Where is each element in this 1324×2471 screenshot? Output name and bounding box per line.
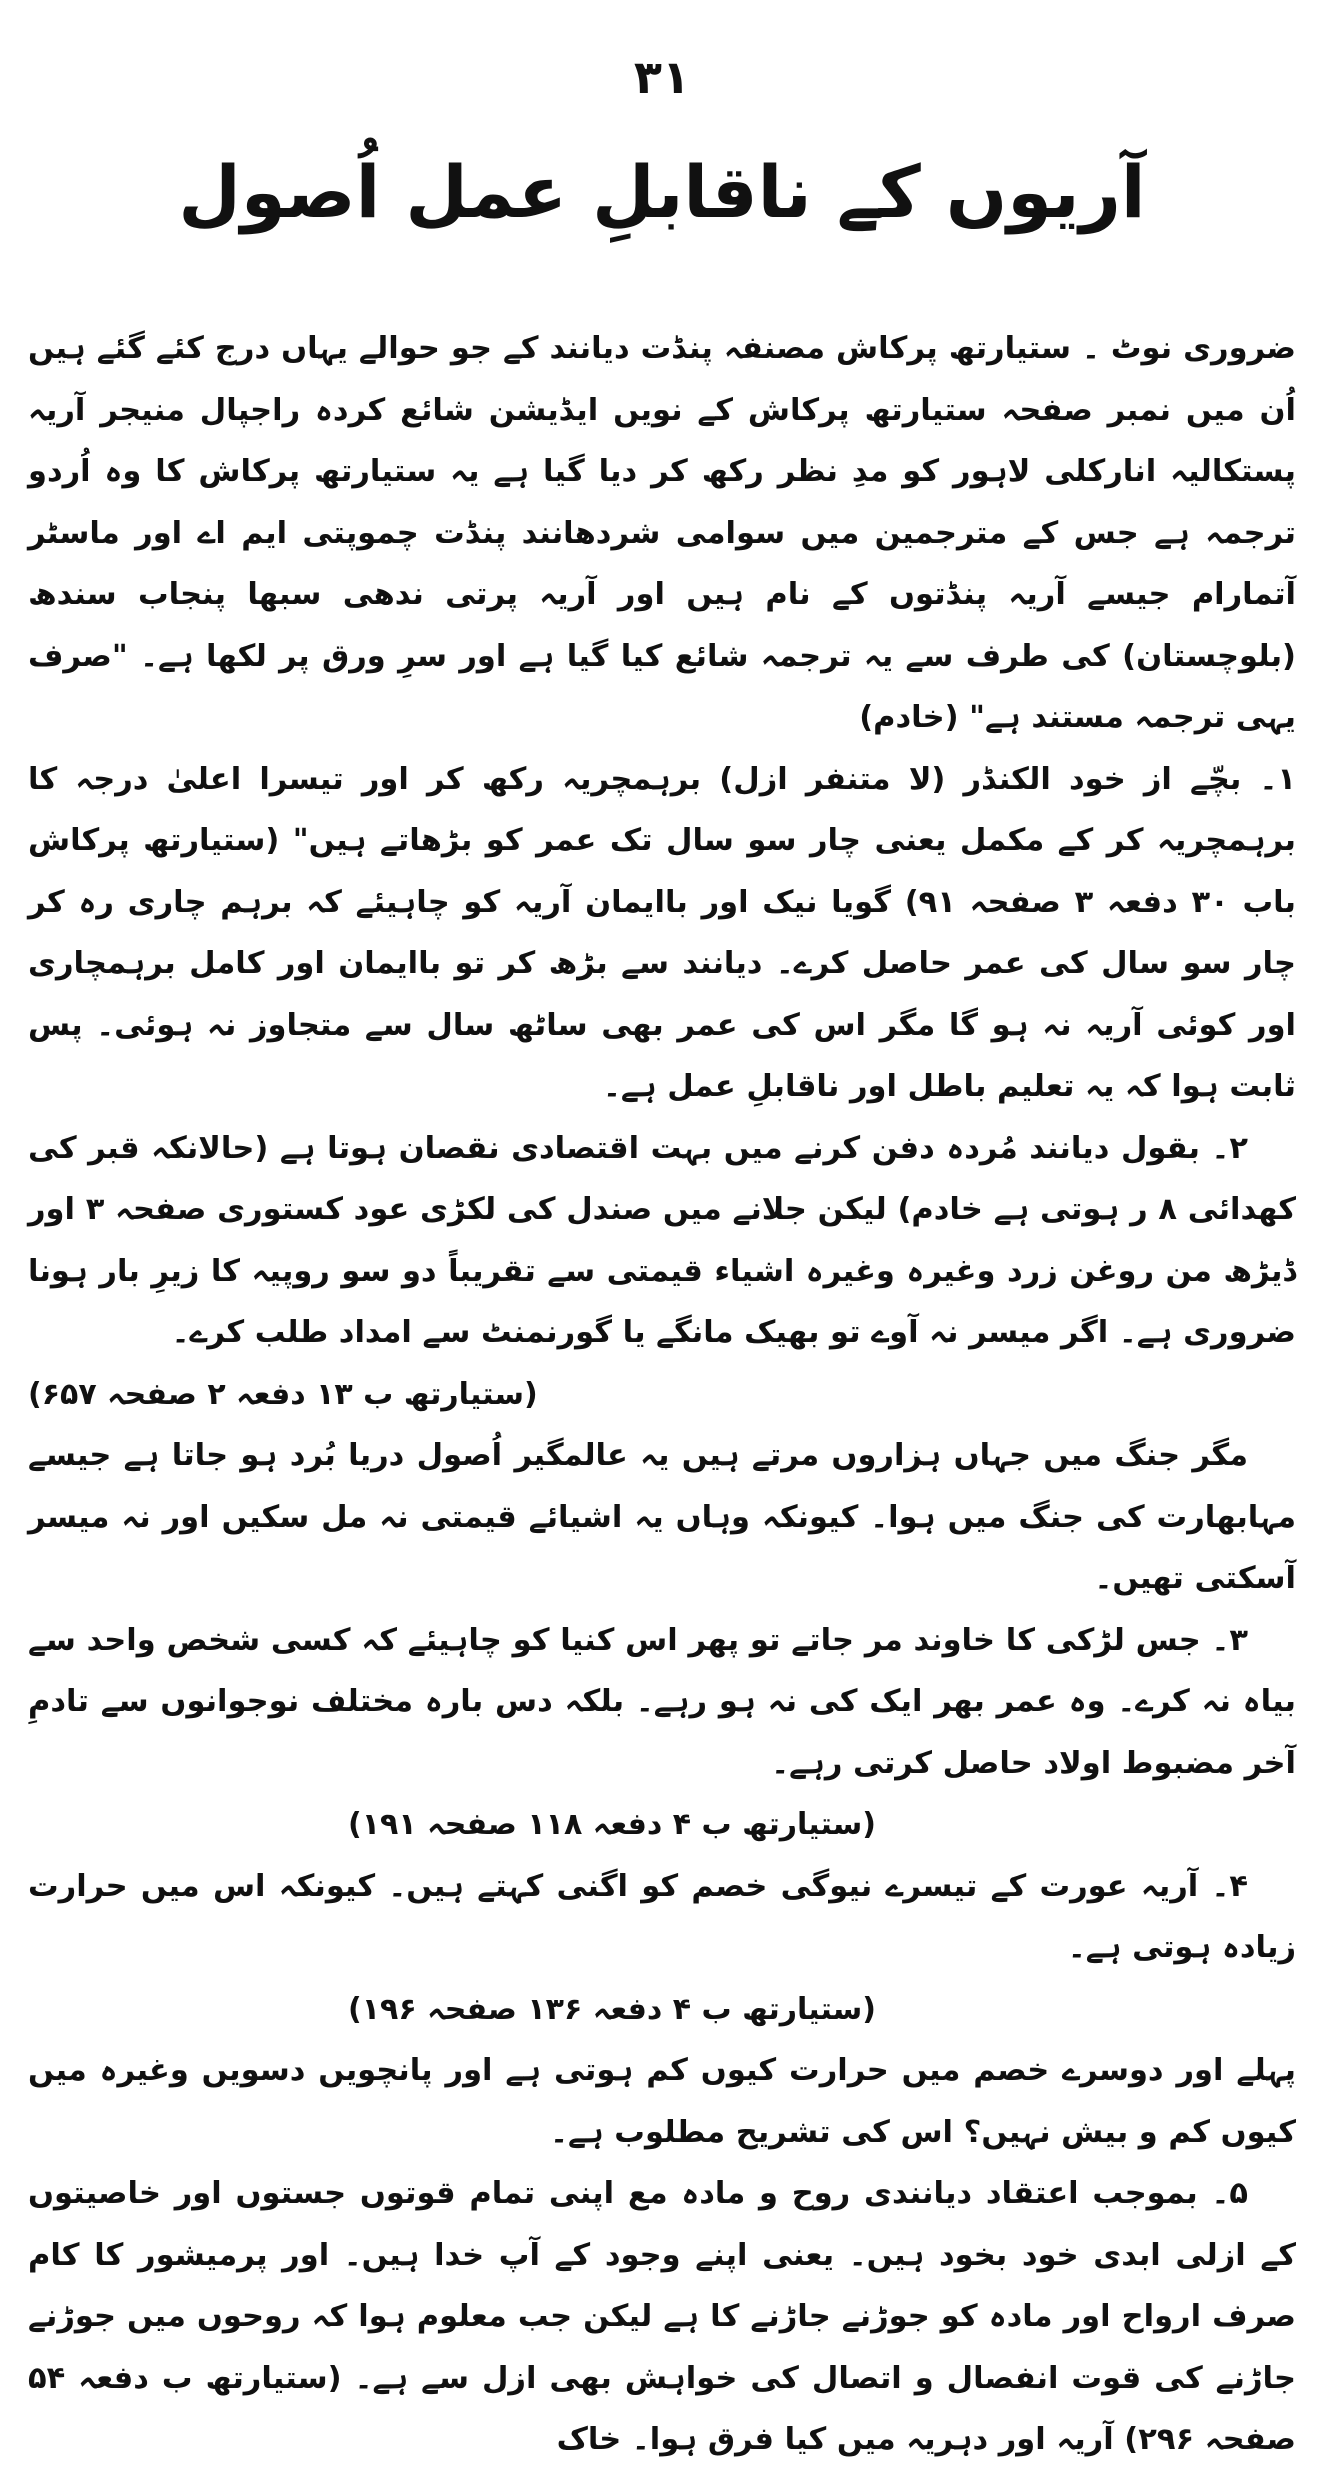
note-signature: (خادم) [859,700,959,735]
paragraph-2b-text: مگر جنگ میں جہاں ہزاروں مرتے ہیں یہ عالمگیر اُصول دریا بُرد ہو جاتا ہے جیسے مہابھارت کی جنگ میں ہوا۔ کیونکہ وہاں یہ اشیائے قیمتی نہ مل سکیں اور نہ میسر آسکتی تھیں۔ [28,1438,1296,1596]
paragraph-4 [28,1856,1296,1979]
paragraph-4-reference-line [28,1979,1296,2041]
paragraph-1 [28,749,1296,1118]
paragraph-2b [28,1425,1296,1610]
page-title: آریوں کے ناقابلِ عمل اُصول [178,150,1146,234]
paragraph-5-text: ۵۔ بموجب اعتقاد دیانندی روح و مادہ مع اپنی تمام قوتوں جستوں اور خاصیتوں کے ازلی ابدی خود بخود ہیں۔ یعنی اپنے وجود کے آپ خدا ہیں۔ اور پرمیشور کا کام صرف ارواح اور مادہ کو جوڑنے جاڑنے کا ہے لیکن جب معلوم ہوا کہ روحوں میں جوڑنے جاڑنے کی قوت انفصال و اتصال کی خواہش بھی ازل سے ہے۔ (ستیارتھ ب دفعہ ۵۴ صفحہ ۲۹۶) آریہ اور دہریہ میں کیا فرق ہوا۔ خاک [28,2176,1296,2457]
paragraph-1-text: ۱۔ بچّے از خود الکنڈر (لا متنفر ازل) برہمچریہ رکھ کر اور تیسرا اعلیٰ درجہ کا برہمچریہ کر کے مکمل یعنی چار سو سال تک عمر کو بڑھاتے ہیں" (ستیارتھ پرکاش باب ۳۰ دفعہ ۳ صفحہ ۹۱) گویا نیک اور باایمان آریہ کو چاہیئے کہ برہم چاری رہ کر چار سو سال کی عمر حاصل کرے۔ دیانند سے بڑھ کر تو باایمان اور کامل برہمچاری اور کوئی آریہ نہ ہو گا مگر اس کی عمر بھی ساٹھ سال سے متجاوز نہ ہوئی۔ پس ثابت ہوا کہ یہ تعلیم باطل اور ناقابلِ عمل ہے۔ [28,761,1296,1104]
paragraph-2-reference-line [28,1364,1296,1426]
document-body [28,318,1296,2471]
paragraph-2-text: ۲۔ بقول دیانند مُردہ دفن کرنے میں بہت اقتصادی نقصان ہوتا ہے (حالانکہ قبر کی کھدائی ۸ ر ہوتی ہے خادم) لیکن جلانے میں صندل کی لکڑی عود کستوری صفحہ ۳ اور ڈیڑھ من روغن زرد وغیرہ وغیرہ اشیاء قیمتی سے تقریباً دو سو روپیہ کا زیرِ بار ہونا ضروری ہے۔ اگر میسر نہ آوے تو بھیک مانگے یا گورنمنٹ سے امداد طلب کرے۔ [28,1130,1297,1350]
paragraph-2 [28,1118,1296,1364]
paragraph-3 [28,1610,1296,1795]
paragraph-4-text: ۴۔ آریہ عورت کے تیسرے نیوگی خصم کو اگنی کہتے ہیں۔ کیونکہ اس میں حرارت زیادہ ہوتی ہے۔ [28,1868,1296,1965]
paragraph-3-reference-line [28,1794,1296,1856]
paragraph-4-reference: (ستیارتھ ب ۴ دفعہ ۱۳۶ صفحہ ۱۹۶) [348,1991,876,2027]
paragraph-4b [28,2040,1296,2163]
paragraph-3-text: ۳۔ جس لڑکی کا خاوند مر جاتے تو پھر اس کنیا کو چاہیئے کہ کسی شخص واحد سے بیاہ نہ کرے۔ وہ عمر بھر ایک کی نہ ہو رہے۔ بلکہ دس بارہ مختلف نوجوانوں سے تادمِ آخر مضبوط اولاد حاصل کرتی رہے۔ [28,1622,1296,1781]
page-number: ۳۱ [633,50,691,104]
paragraph-5 [28,2163,1296,2471]
note-text: ضروری نوٹ ۔ ستیارتھ پرکاش مصنفہ پنڈت دیانند کے جو حوالے یہاں درج کئے گئے ہیں اُن میں نمبر صفحہ ستیارتھ پرکاش کے نویں ایڈیشن شائع کردہ راجپال منیجر آریہ پستکالیہ انارکلی لاہور کو مدِ نظر رکھ کر دیا گیا ہے یہ ستیارتھ پرکاش کا وہ اُردو ترجمہ ہے جس کے مترجمین میں سوامی شردھانند پنڈت چموپتی ایم اے اور ماسٹر آتمارام جیسے آریہ پنڈتوں کے نام ہیں اور آریہ پرتی ندھی سبھا پنجاب سندھ (بلوچستان) کی طرف سے یہ ترجمہ شائع کیا گیا ہے اور سرِ ورق پر لکھا ہے۔ "صرف یہی ترجمہ مستند ہے" [28,331,1296,735]
paragraph-2-reference: (ستیارتھ ب ۱۳ دفعہ ۲ صفحہ ۶۵۷) [28,1376,538,1412]
note-paragraph [28,318,1296,749]
paragraph-3-reference: (ستیارتھ ب ۴ دفعہ ۱۱۸ صفحہ ۱۹۱) [348,1807,876,1842]
paragraph-4b-text: پہلے اور دوسرے خصم میں حرارت کیوں کم ہوتی ہے اور پانچویں دسویں وغیرہ میں کیوں کم و بیش نہیں؟ اس کی تشریح مطلوب ہے۔ [28,2053,1296,2150]
